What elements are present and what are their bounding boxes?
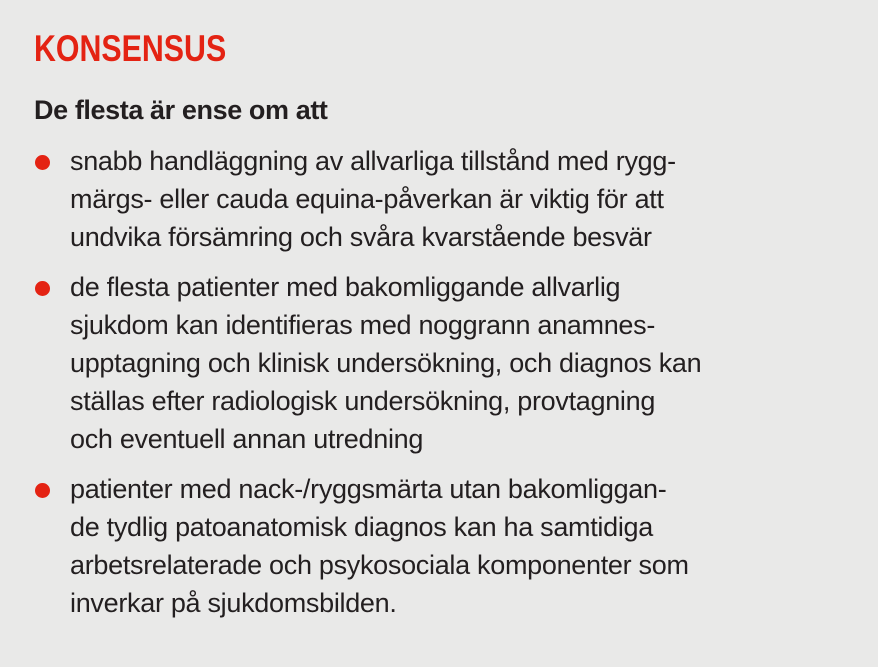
box-title: KONSENSUS xyxy=(34,28,227,69)
bullet-line: arbetsrelaterade och psykosociala komponenter som xyxy=(70,550,689,580)
bullet-line: märgs- eller cauda equina-påverkan är viktig för att xyxy=(70,184,664,214)
bullet-item xyxy=(34,142,854,256)
bullet-dot-icon xyxy=(35,281,50,296)
bullet-line: upptagning och klinisk undersökning, och diagnos kan xyxy=(70,348,702,378)
bullet-line: patienter med nack-/ryggsmärta utan bakomliggan- xyxy=(70,474,667,504)
bullet-line: undvika försämring och svåra kvarstående besvär xyxy=(70,222,652,252)
bullet-line: inverkar på sjukdomsbilden. xyxy=(70,588,397,618)
bullet-line: ställas efter radiologisk undersökning, provtagning xyxy=(70,386,656,416)
bullet-line: sjukdom kan identifieras med noggrann anamnes- xyxy=(70,310,656,340)
box-subtitle: De flesta är ense om att xyxy=(34,95,328,125)
bullet-line: snabb handläggning av allvarliga tillstånd med rygg- xyxy=(70,146,676,176)
bullet-list xyxy=(34,142,854,622)
bullet-dot-icon xyxy=(35,483,50,498)
bullet-line: och eventuell annan utredning xyxy=(70,424,424,454)
bullet-item xyxy=(34,470,854,622)
bullet-item xyxy=(34,268,854,458)
bullet-line: de flesta patienter med bakomliggande allvarlig xyxy=(70,272,621,302)
bullet-line: de tydlig patoanatomisk diagnos kan ha samtidiga xyxy=(70,512,653,542)
bullet-dot-icon xyxy=(35,155,50,170)
